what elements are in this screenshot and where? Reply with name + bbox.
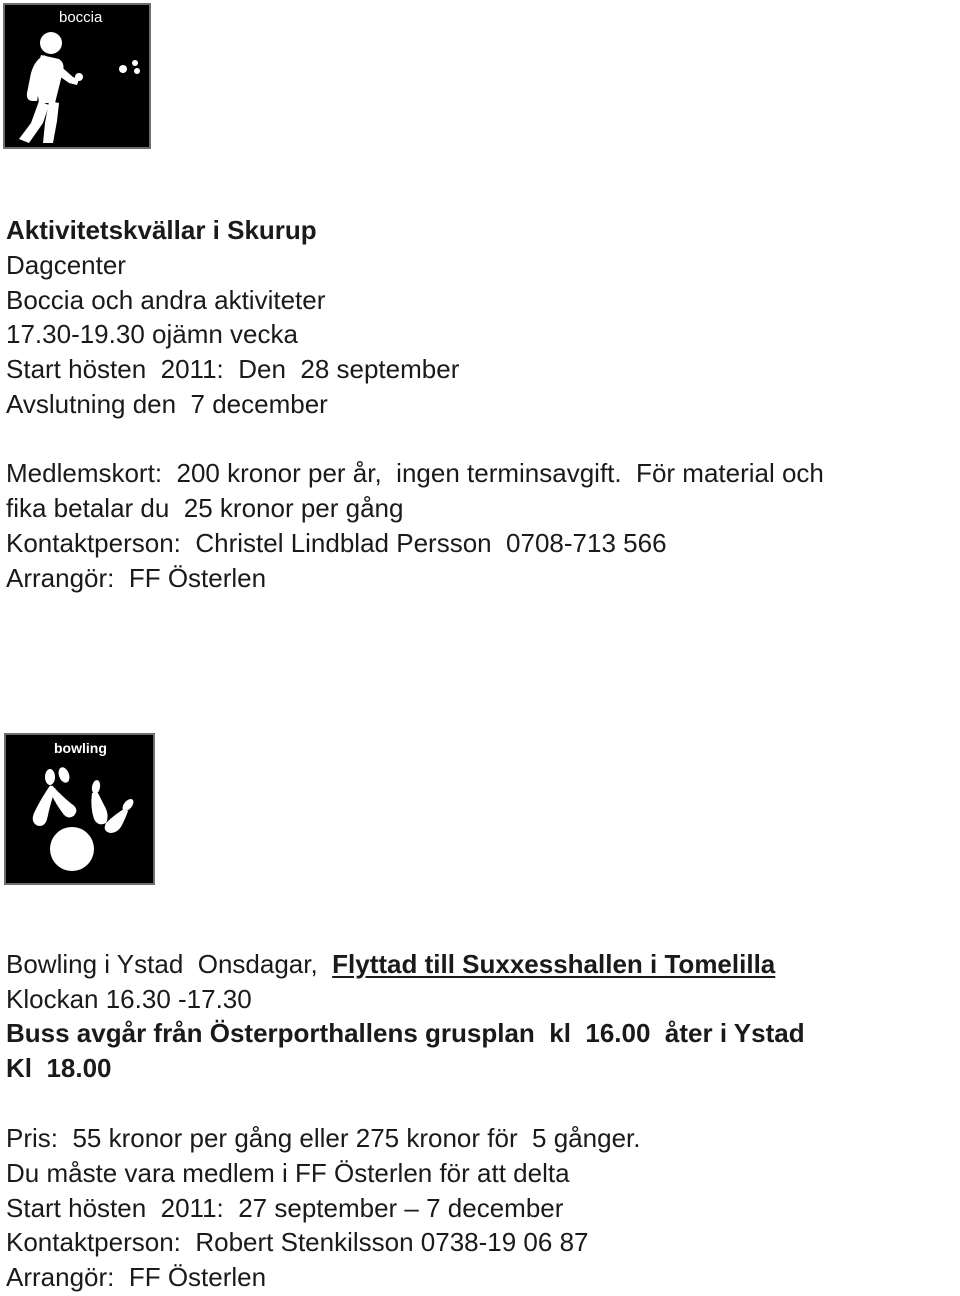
boccia-fee-line-1: Medlemskort: 200 kronor per år, ingen terminsavgift. För material och	[6, 458, 824, 488]
bowling-intro: Bowling i Ystad Onsdagar,	[6, 949, 333, 979]
bowling-pins-ball-icon	[6, 735, 153, 883]
bowling-pictogram-label: bowling	[54, 740, 107, 756]
boccia-activities: Boccia och andra aktiviteter	[6, 285, 326, 315]
bowling-bus-line-2: Kl 18.00	[6, 1053, 112, 1083]
bowling-bus-line-1: Buss avgår från Österporthallens grusplan kl 16.00 åter i Ystad	[6, 1018, 805, 1048]
bowling-moved-notice: Flyttad till Suxxesshallen i Tomelilla	[332, 949, 776, 979]
boccia-contact: Kontaktperson: Christel Lindblad Persson 0708-713 566	[6, 528, 667, 558]
boccia-location: Dagcenter	[6, 250, 126, 280]
bowling-price: Pris: 55 kronor per gång eller 275 kronor för 5 gånger.	[6, 1123, 641, 1153]
boccia-fee-line-2: fika betalar du 25 kronor per gång	[6, 493, 404, 523]
boccia-end: Avslutning den 7 december	[6, 389, 328, 419]
bowling-time: Klockan 16.30 -17.30	[6, 984, 252, 1014]
boccia-pictogram-label: boccia	[59, 9, 103, 26]
boccia-start: Start hösten 2011: Den 28 september	[6, 354, 460, 384]
boccia-time: 17.30-19.30 ojämn vecka	[6, 319, 298, 349]
boccia-organizer: Arrangör: FF Österlen	[6, 563, 267, 593]
bowling-start: Start hösten 2011: 27 september – 7 december	[6, 1193, 564, 1223]
bowling-organizer: Arrangör: FF Österlen	[6, 1262, 267, 1292]
bowling-intro-line	[6, 948, 775, 980]
bowling-membership: Du måste vara medlem i FF Österlen för att delta	[6, 1158, 570, 1188]
bowling-contact: Kontaktperson: Robert Stenkilsson 0738-19 06 87	[6, 1227, 589, 1257]
boccia-player-icon	[5, 5, 149, 147]
boccia-pictogram	[3, 3, 151, 149]
boccia-title: Aktivitetskvällar i Skurup	[6, 215, 317, 245]
bowling-pictogram	[4, 733, 155, 885]
